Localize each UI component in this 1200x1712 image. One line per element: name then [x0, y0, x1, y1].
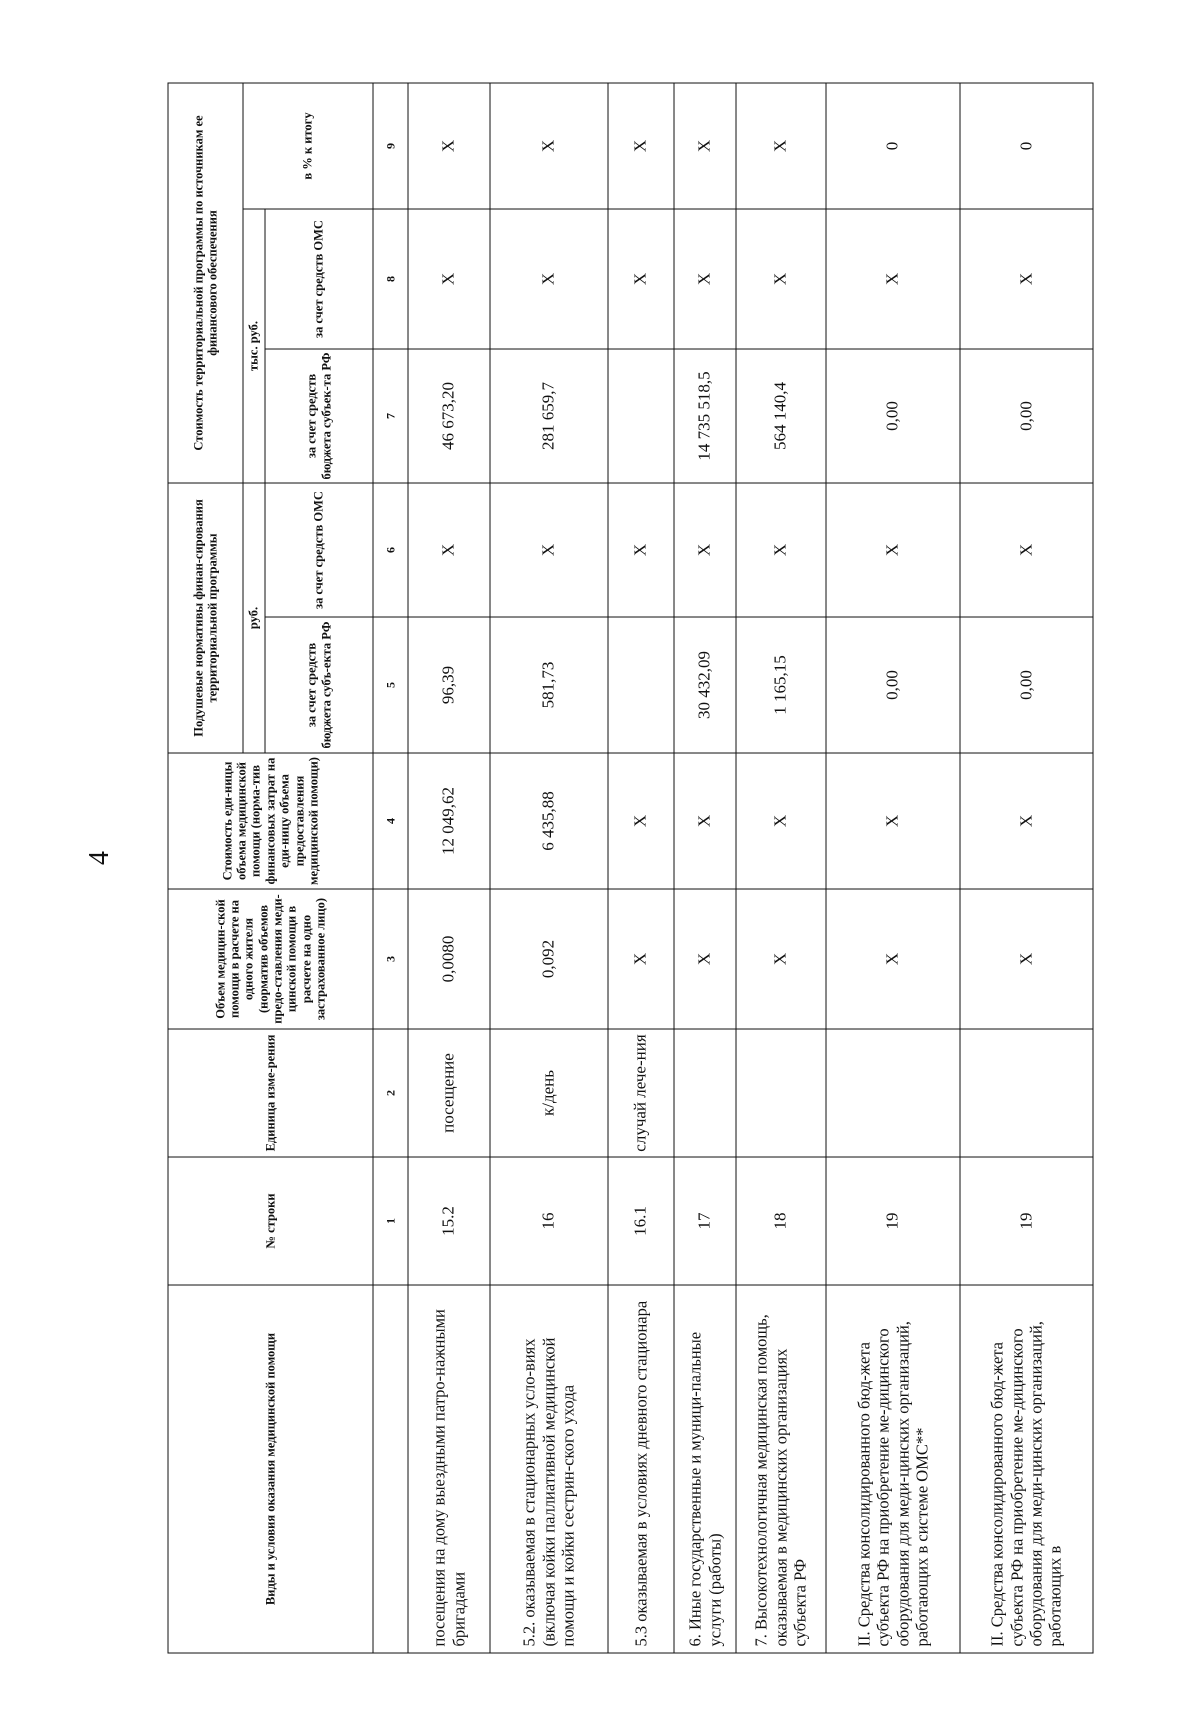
row-number: 17	[674, 1157, 736, 1285]
row-percent: 0	[960, 83, 1093, 209]
row-cost-unit: X	[674, 753, 736, 889]
row-norm-budget: 0,00	[960, 617, 1093, 753]
row-percent: X	[408, 83, 490, 209]
header-budget-norm: за счет средств бюджета субъ-екта РФ	[265, 617, 373, 753]
header-volume: Объем медицин-ской помощи в расчете на одного жителя (норматив объемов предо-ставления меди-цинской помощи в расчете на одно застрахованное лицо)	[168, 889, 373, 1029]
header-unit: Единица изме-рения	[168, 1029, 373, 1157]
table-row	[736, 83, 826, 1653]
header-unit-rub: руб.	[243, 483, 265, 753]
column-numbers-row	[373, 83, 408, 1653]
page-number: 4	[84, 851, 115, 865]
row-cost-oms: X	[960, 209, 1093, 349]
row-name: 5.3 оказываемая в условиях дневного стационара	[608, 1285, 674, 1653]
row-number: 19	[826, 1157, 960, 1285]
column-number: 8	[373, 209, 408, 349]
row-number: 19	[960, 1157, 1093, 1285]
row-norm-oms: X	[674, 483, 736, 617]
row-name: посещения на дому выездными патро-нажными бригадами	[408, 1285, 490, 1653]
row-name: 5.2. оказываемая в стационарных усло-виях (включая койки паллиативной медицинской помощи и койки сестрин-ского ухода	[490, 1285, 608, 1653]
row-cost-unit: 6 435,88	[490, 753, 608, 889]
row-volume: X	[826, 889, 960, 1029]
header-budget-cost: за счет средств бюджета субъек-та РФ	[265, 349, 373, 483]
row-cost-budget: 14 735 518,5	[674, 349, 736, 483]
row-volume: 0,0080	[408, 889, 490, 1029]
row-unit	[674, 1029, 736, 1157]
table-row	[490, 83, 608, 1653]
row-volume: X	[960, 889, 1093, 1029]
row-cost-budget	[608, 349, 674, 483]
row-norm-oms: X	[736, 483, 826, 617]
row-volume: X	[608, 889, 674, 1029]
row-norm-oms: X	[608, 483, 674, 617]
row-norm-oms: X	[960, 483, 1093, 617]
row-cost-budget: 46 673,20	[408, 349, 490, 483]
column-number: 5	[373, 617, 408, 753]
header-oms-cost: за счет средств ОМС	[265, 209, 373, 349]
table-row	[826, 83, 960, 1653]
row-cost-unit: X	[736, 753, 826, 889]
row-norm-oms: X	[408, 483, 490, 617]
row-name: II. Средства консолидированного бюд-жета субъекта РФ на приобретение ме-дицинского оборудования для меди-цинских организаций, работающих в системе ОМС**	[826, 1285, 960, 1653]
row-number: 15.2	[408, 1157, 490, 1285]
row-norm-budget: 0,00	[826, 617, 960, 753]
row-cost-oms: X	[408, 209, 490, 349]
column-number: 9	[373, 83, 408, 209]
row-percent: X	[674, 83, 736, 209]
row-cost-oms: X	[608, 209, 674, 349]
row-name: II. Средства консолидированного бюд-жета субъекта РФ на приобретение ме-дицинского оборудования для меди-цинских организаций, работающих в	[960, 1285, 1093, 1653]
header-group-norms: Подушевые нормативы финан-сирования территориальной программы	[168, 483, 243, 753]
row-number: 18	[736, 1157, 826, 1285]
row-cost-oms: X	[674, 209, 736, 349]
row-norm-budget	[608, 617, 674, 753]
row-cost-unit: X	[608, 753, 674, 889]
row-cost-oms: X	[736, 209, 826, 349]
row-cost-budget: 0,00	[826, 349, 960, 483]
row-percent: X	[490, 83, 608, 209]
header-group-cost: Стоимость территориальной программы по источникам ее финансового обеспечения	[168, 83, 243, 483]
row-name: 6. Иные государственные и муници-пальные услуги (работы)	[674, 1285, 736, 1653]
row-unit: случай лече-ния	[608, 1029, 674, 1157]
row-cost-budget: 281 659,7	[490, 349, 608, 483]
row-cost-unit: X	[960, 753, 1093, 889]
row-number: 16	[490, 1157, 608, 1285]
row-volume: X	[736, 889, 826, 1029]
row-norm-budget: 1 165,15	[736, 617, 826, 753]
column-number: 1	[373, 1157, 408, 1285]
column-number: 4	[373, 753, 408, 889]
table-row	[408, 83, 490, 1653]
header-percent: в % к итогу	[243, 83, 373, 209]
row-cost-oms: X	[490, 209, 608, 349]
column-number: 6	[373, 483, 408, 617]
row-unit: посещение	[408, 1029, 490, 1157]
header-kinds: Виды и условия оказания медицинской помощи	[168, 1285, 373, 1653]
row-volume: 0,092	[490, 889, 608, 1029]
row-cost-unit: 12 049,62	[408, 753, 490, 889]
table-row	[960, 83, 1093, 1653]
row-cost-unit: X	[826, 753, 960, 889]
table-row	[608, 83, 674, 1653]
row-norm-oms: X	[490, 483, 608, 617]
header-unit-thous-rub: тыс. руб.	[243, 209, 265, 483]
row-unit: к/день	[490, 1029, 608, 1157]
row-percent: X	[736, 83, 826, 209]
row-percent: X	[608, 83, 674, 209]
column-number: 7	[373, 349, 408, 483]
row-norm-budget: 581,73	[490, 617, 608, 753]
column-number: 3	[373, 889, 408, 1029]
row-cost-oms: X	[826, 209, 960, 349]
row-volume: X	[674, 889, 736, 1029]
row-norm-budget: 96,39	[408, 617, 490, 753]
row-norm-oms: X	[826, 483, 960, 617]
table-container	[170, 80, 1090, 1650]
row-unit	[736, 1029, 826, 1157]
row-cost-budget: 564 140,4	[736, 349, 826, 483]
header-oms-norm: за счет средств ОМС	[265, 483, 373, 617]
row-unit	[960, 1029, 1093, 1157]
row-cost-budget: 0,00	[960, 349, 1093, 483]
row-norm-budget: 30 432,09	[674, 617, 736, 753]
row-number: 16.1	[608, 1157, 674, 1285]
table-row	[674, 83, 736, 1653]
financing-table	[168, 82, 1094, 1653]
row-percent: 0	[826, 83, 960, 209]
header-row-no: № строки	[168, 1157, 373, 1285]
column-number-empty	[373, 1285, 408, 1653]
row-name: 7. Высокотехнологичная медицинская помощь, оказываемая в медицинских организациях субъекта РФ	[736, 1285, 826, 1653]
row-unit	[826, 1029, 960, 1157]
column-number: 2	[373, 1029, 408, 1157]
header-cost-unit: Стоимость еди-ницы объема медицинской помощи (норма-тив финансовых затрат на еди-ницу объема предоставления медицинской помощи)	[168, 753, 373, 889]
